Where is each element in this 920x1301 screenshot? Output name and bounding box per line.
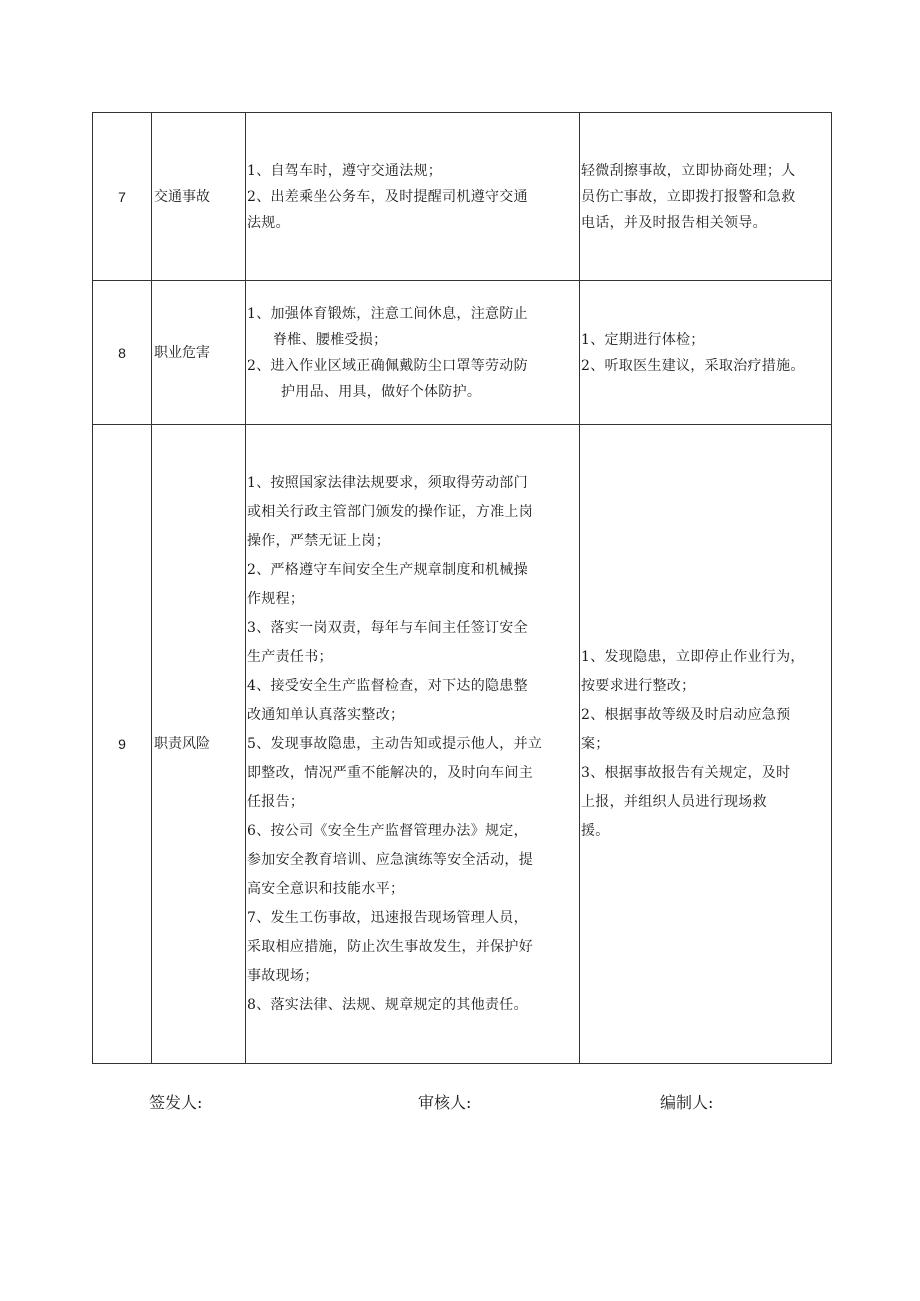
response-line: 1、发现隐患，立即停止作业行为， (581, 648, 805, 665)
measure-line: 操作，严禁无证上岗； (247, 532, 390, 549)
measure-line: 3、落实一岗双责，每年与车间主任签订安全 (247, 619, 528, 636)
response-line: 电话，并及时报告相关领导。 (581, 214, 767, 231)
measure-line: 生产责任书； (247, 648, 333, 665)
measure-line: 法规。 (247, 214, 290, 231)
table-row (93, 425, 832, 1064)
reviewer-label: 审核人: (418, 1093, 472, 1112)
response-line: 轻微刮擦事故，立即协商处理；人 (581, 162, 796, 179)
measure-line: 5、发现事故隐患，主动告知或提示他人，并立 (247, 735, 543, 752)
control-measures-cell (246, 281, 580, 425)
response-line: 2、根据事故等级及时启动应急预 (581, 706, 791, 723)
response-line: 1、定期进行体检； (581, 331, 705, 348)
response-line: 按要求进行整改； (581, 677, 696, 694)
measure-line: 2、出差乘坐公务车，及时提醒司机遵守交通 (247, 188, 528, 205)
risk-type: 职业危害 (152, 281, 246, 425)
issuer-label: 签发人: (149, 1093, 203, 1112)
measure-line: 护用品、用具，做好个体防护。 (281, 383, 482, 400)
table-row (93, 113, 832, 281)
response-line: 援。 (581, 822, 610, 839)
measure-line: 1、自驾车时，遵守交通法规； (247, 162, 443, 179)
response-line: 3、根据事故报告有关规定，及时 (581, 764, 791, 781)
response-line: 员伤亡事故，立即拨打报警和急救 (581, 188, 796, 205)
measure-line: 脊椎、腰椎受损； (273, 331, 388, 348)
measure-line: 参加安全教育培训、应急演练等安全活动，提 (247, 851, 533, 868)
compiler-label: 编制人: (660, 1093, 714, 1112)
measure-line: 任报告； (247, 793, 305, 810)
measure-line: 或相关行政主管部门颁发的操作证，方准上岗 (247, 503, 533, 520)
signature-area (0, 1090, 920, 1120)
measure-line: 作规程； (247, 590, 305, 607)
row-number: 7 (93, 113, 152, 281)
control-measures-cell (246, 113, 580, 281)
measure-line: 1、加强体育锻炼，注意工间休息，注意防止 (247, 305, 528, 322)
measure-line: 2、严格遵守车间安全生产规章制度和机械操 (247, 561, 528, 578)
risk-control-table (92, 112, 832, 1064)
emergency-response-cell (580, 425, 832, 1064)
measure-line: 4、接受安全生产监督检查，对下达的隐患整 (247, 677, 528, 694)
response-line: 2、听取医生建议，采取治疗措施。 (581, 357, 805, 374)
emergency-response-cell (580, 113, 832, 281)
measure-line: 改通知单认真落实整改； (247, 706, 405, 723)
measure-line: 事故现场； (247, 967, 319, 984)
measure-line: 1、按照国家法律法规要求，须取得劳动部门 (247, 474, 528, 491)
measure-line: 2、进入作业区域正确佩戴防尘口罩等劳动防 (247, 357, 528, 374)
control-measures-cell (246, 425, 580, 1064)
table-row (93, 281, 832, 425)
response-line: 上报，并组织人员进行现场救 (581, 793, 767, 810)
row-number: 9 (93, 425, 152, 1064)
measure-line: 高安全意识和技能水平； (247, 880, 405, 897)
row-number: 8 (93, 281, 152, 425)
measure-line: 8、落实法律、法规、规章规定的其他责任。 (247, 996, 528, 1013)
response-line: 案； (581, 735, 610, 752)
risk-type: 职责风险 (152, 425, 246, 1064)
risk-type: 交通事故 (152, 113, 246, 281)
measure-line: 6、按公司《安全生产监督管理办法》规定， (247, 822, 528, 839)
measure-line: 7、发生工伤事故，迅速报告现场管理人员， (247, 909, 528, 926)
emergency-response-cell (580, 281, 832, 425)
measure-line: 即整改，情况严重不能解决的，及时向车间主 (247, 764, 533, 781)
measure-line: 采取相应措施，防止次生事故发生，并保护好 (247, 938, 533, 955)
